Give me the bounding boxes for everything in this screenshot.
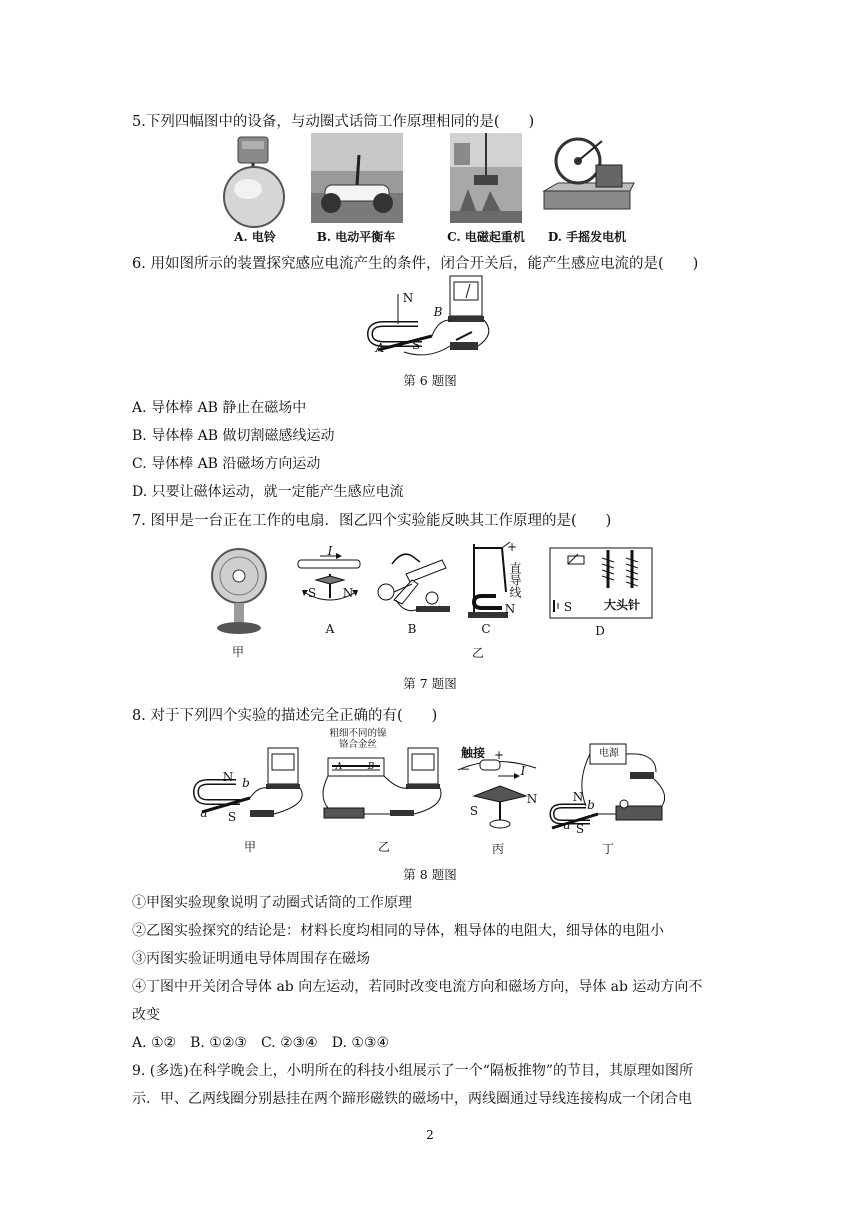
- q8-bing-label-n: N: [526, 792, 538, 806]
- q8-statement-4: ④丁图中开关闭合导体 ab 向左运动，若同时改变电流方向和磁场方向，导体 ab 运动方向不: [132, 979, 703, 995]
- q6-label-s: S: [411, 338, 421, 352]
- q8-statement-3: ③丙图实验证明通电导体周围存在磁场: [132, 951, 370, 967]
- q8-bing-label-touch: 触接: [460, 746, 485, 760]
- q7-d-label-s: S: [563, 600, 573, 614]
- q6-option-a: A. 导体棒 AB 静止在磁场中: [132, 400, 307, 416]
- q8-statement-4-cont: 改变: [132, 1007, 160, 1023]
- q7-a-label-s: S: [307, 586, 317, 600]
- q7-sub-label-b: B: [407, 622, 417, 636]
- q8-ding-label-n: N: [572, 790, 584, 804]
- q6-label-b: B: [433, 305, 443, 319]
- q7-c-label-plus: +: [506, 540, 518, 554]
- q8-fig-label-yi: 乙: [377, 840, 390, 854]
- q7-fig-yi-label: 乙: [471, 646, 484, 660]
- q7-sub-label-d: D: [595, 624, 605, 638]
- q7-c-label-n: N: [504, 602, 516, 616]
- q8-bing-label-minus: −: [460, 762, 471, 776]
- q8-bing-label-s: S: [469, 804, 479, 818]
- q7-fig-jia-label: 甲: [231, 645, 244, 659]
- q8-yi-label-a: A: [335, 762, 343, 772]
- q8-jia-label-b: b: [242, 776, 250, 790]
- q7-image-b: [372, 544, 458, 622]
- q7-a-label-n: N: [342, 586, 354, 600]
- q8-ding-label-s: S: [575, 822, 585, 836]
- q8-statement-2: ②乙图实验探究的结论是：材料长度均相同的导体，粗导体的电阻大，细导体的电阻小: [132, 923, 664, 939]
- q8-image-jia: [194, 746, 312, 828]
- q8-image-yi: [318, 746, 446, 830]
- q8-yi-label-b: B: [367, 762, 375, 772]
- q5-image-electric-bell: [218, 135, 292, 227]
- q8-fig-label-jia: 甲: [243, 840, 256, 854]
- q8-ding-label-power: 电源: [599, 748, 619, 759]
- q7-sub-label-c: C: [481, 622, 491, 636]
- q5-image-balance-scooter: [311, 133, 403, 223]
- q7-sub-label-a: A: [325, 622, 335, 636]
- q7-c-label-straight-wire: 直导线: [508, 562, 522, 598]
- q6-caption: 第 6 题图: [403, 373, 457, 388]
- q8-choices: A. ①② B. ①②③ C. ②③④ D. ①③④: [132, 1035, 389, 1051]
- q8-statement-1: ①甲图实验现象说明了动圈式话筒的工作原理: [132, 895, 412, 911]
- q7-d-label-pins: 大头针: [603, 598, 640, 612]
- q7-image-fan: [208, 548, 270, 636]
- q5-option-b: B. 电动平衡车: [316, 230, 396, 244]
- q7-a-label-i: I: [327, 544, 333, 558]
- q6-stem: 6. 用如图所示的装置探究感应电流产生的条件，闭合开关后，能产生感应电流的是( ): [132, 256, 699, 272]
- q5-option-d: D. 手摇发电机: [547, 230, 627, 244]
- q8-fig-label-bing: 丙: [491, 842, 504, 856]
- q8-fig-label-ding: 丁: [601, 842, 614, 856]
- q9-line-1: 9. (多选)在科学晚会上，小明所在的科技小组展示了一个“隔板推物”的节目，其原理如图所: [132, 1063, 694, 1079]
- q6-option-c: C. 导体棒 AB 沿磁场方向运动: [132, 456, 321, 472]
- q8-ding-label-b: b: [587, 798, 595, 812]
- q8-stem: 8. 对于下列四个实验的描述完全正确的有( ): [132, 708, 438, 724]
- q7-caption: 第 7 题图: [403, 676, 457, 691]
- page-number: 2: [426, 1128, 434, 1142]
- q6-label-n: N: [402, 291, 414, 305]
- q5-option-c: C. 电磁起重机: [447, 230, 525, 244]
- q8-caption: 第 8 题图: [403, 867, 457, 882]
- q5-image-hand-generator: [538, 135, 634, 221]
- q8-jia-label-a: a: [200, 806, 208, 820]
- q8-yi-label-alloy: 粗细不同的镍铬合金丝: [329, 728, 387, 750]
- q5-option-a: A. 电铃: [234, 230, 276, 244]
- q8-bing-label-i: I: [520, 764, 526, 778]
- q8-jia-label-s: S: [227, 810, 237, 824]
- q5-stem: 5.下列四幅图中的设备，与动圈式话筒工作原理相同的是( ): [132, 114, 535, 130]
- q6-option-b: B. 导体棒 AB 做切割磁感线运动: [132, 428, 335, 444]
- q5-image-electromagnetic-crane: [450, 133, 522, 223]
- q7-stem: 7. 图甲是一台正在工作的电扇．图乙四个实验能反映其工作原理的是( ): [132, 513, 612, 529]
- q8-ding-label-a: a: [563, 818, 571, 832]
- q9-line-2: 示．甲、乙两线圈分别悬挂在两个蹄形磁铁的磁场中，两线圈通过导线连接构成一个闭合电: [132, 1091, 692, 1107]
- q6-option-d: D. 只要让磁体运动，就一定能产生感应电流: [132, 484, 404, 500]
- q7-image-a: [294, 552, 366, 612]
- q6-label-a: A: [375, 341, 385, 355]
- q8-jia-label-n: N: [222, 770, 234, 784]
- q8-bing-label-plus: +: [494, 748, 505, 762]
